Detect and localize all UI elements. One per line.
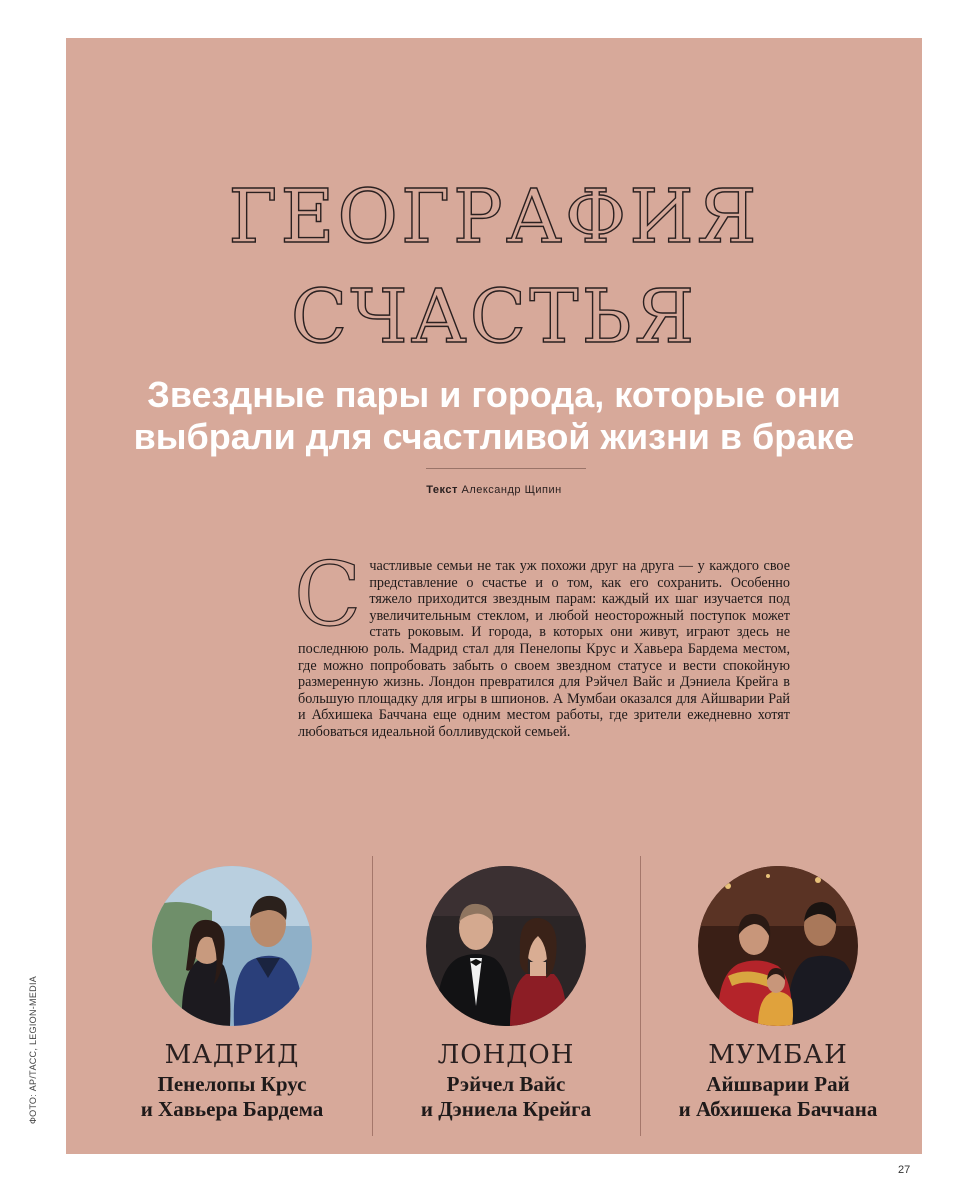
headline-line-1: ГЕОГРАФИЯ: [228, 174, 760, 260]
couple-names-madrid: [102, 1072, 362, 1122]
byline-author: Александр Щипин: [461, 484, 562, 496]
portrait-mumbai: [698, 866, 858, 1026]
city-label-mumbai: МУМБАИ: [708, 1040, 848, 1070]
page-number: 27: [898, 1164, 911, 1176]
couple-photo-illustration: [698, 866, 858, 1026]
couple-names-line: и Дэниела Крейга: [420, 1097, 592, 1121]
couple-names-line: Айшварии Рай: [706, 1072, 850, 1096]
couple-photo-illustration: [426, 866, 586, 1026]
city-label-madrid: МАДРИД: [164, 1040, 300, 1070]
dropcap: С: [294, 543, 362, 646]
city-label-london: ЛОНДОН: [437, 1040, 575, 1070]
article-body: [294, 543, 790, 741]
couple-names-line: Пенелопы Крус: [157, 1072, 307, 1096]
subtitle-line-1: Звездные пары и города, которые они: [147, 374, 841, 415]
byline: [66, 484, 922, 496]
couple-names-london: [376, 1072, 636, 1122]
article-body-text: частливые семьи не так уж похожи друг на друга — у каждого свое представление о счастье и о том, как его сохранить. Особенно тяжело приходится звездным парам: каждый их шаг изучается под увеличительным стеклом, и любой неосторожный поступок может стать роковым. И города, в которых они живут, играют здесь не последнюю роль. Мадрид стал для Пенелопы Крус и Хавьера Бардема местом, где можно попробовать забыть о своем звездном статусе и вести спокойную размеренную жизнь. Лондон превратился для Рэйчел Вайс и Дэниела Крейга в большую площадку для игры в шпионов. А Мумбаи оказался для Айшварии Рай и Абхишека Баччана еще одним местом работы, где зрители ежедневно хотят любоваться идеальной болливудской семьей.: [298, 558, 790, 740]
subtitle-line-2: выбрали для счастливой жизни в браке: [133, 416, 855, 457]
portrait-madrid: [152, 866, 312, 1026]
couple-names-line: и Абхишека Баччана: [678, 1097, 878, 1121]
couple-names-line: Рэйчел Вайс: [446, 1072, 566, 1096]
headline-line-2: СЧАСТЬЯ: [290, 274, 698, 360]
couple-photo-illustration: [152, 866, 312, 1026]
divider-rule: [426, 468, 586, 469]
column-divider: [640, 856, 641, 1136]
couple-names-line: и Хавьера Бардема: [140, 1097, 324, 1121]
column-divider: [372, 856, 373, 1136]
portrait-london: [426, 866, 586, 1026]
byline-label: Текст: [426, 484, 458, 496]
couple-names-mumbai: [648, 1072, 908, 1122]
article-panel: [66, 38, 922, 1154]
photo-credit: ФОТО: AP/ТАСС, LEGION-MEDIA: [28, 975, 38, 1124]
